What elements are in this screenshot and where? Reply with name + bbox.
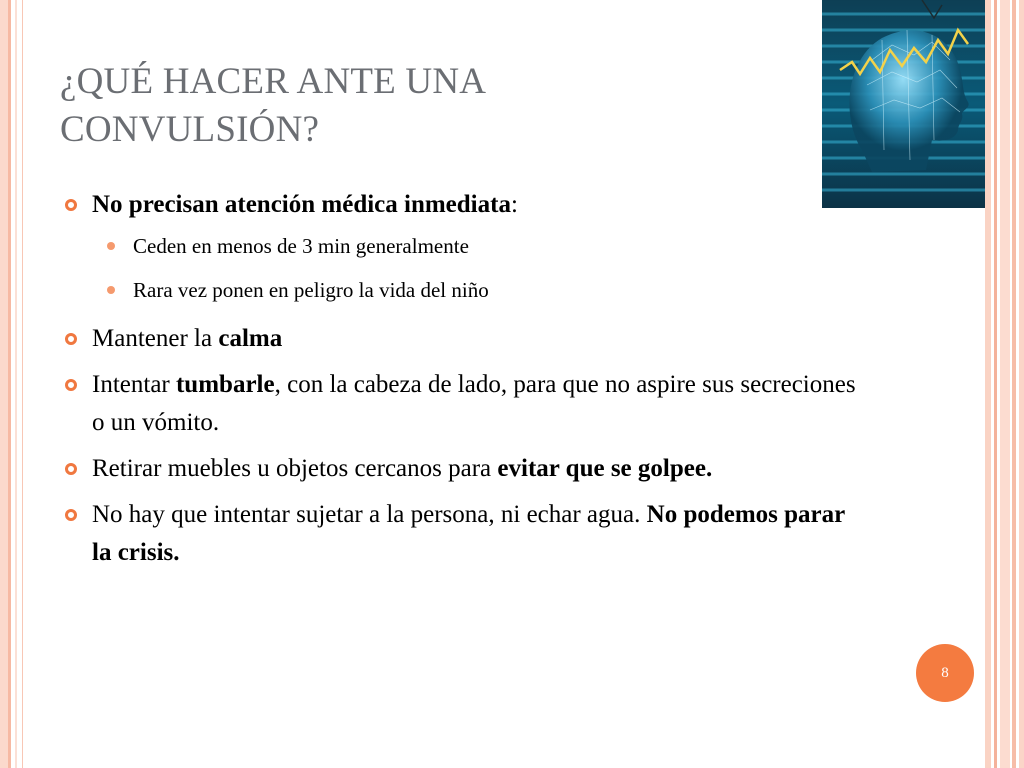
bullet-bold-text: No precisan atención médica inmediata: [92, 191, 511, 218]
right-stripe: [1019, 0, 1024, 768]
bullet-text: No hay que intentar sujetar a la persona, ni echar agua.: [92, 501, 647, 528]
left-stripe: [22, 0, 23, 768]
sub-bullet-item: [62, 232, 862, 260]
bullet-item: [62, 186, 862, 224]
bullet-item: [62, 496, 862, 572]
bullet-ring-icon: [65, 463, 77, 475]
bullet-ring-icon: [65, 379, 77, 391]
right-stripe: [994, 0, 997, 768]
sub-bullet-text: Rara vez ponen en peligro la vida del niño: [133, 278, 489, 302]
right-stripe: [1000, 0, 1010, 768]
brain-head-icon: [822, 0, 985, 208]
bullet-item: [62, 320, 862, 358]
bullet-bold-text: tumbarle: [175, 371, 275, 398]
bullet-bold-text: calma: [218, 325, 283, 352]
left-stripe: [0, 0, 8, 768]
page-number-badge: 8: [916, 644, 974, 702]
bullet-dot-icon: [107, 286, 115, 294]
bullet-dot-icon: [107, 242, 115, 250]
slide-title: [60, 58, 800, 154]
sub-bullet-text: Ceden en menos de 3 min generalmente: [133, 234, 469, 258]
left-stripe: [15, 0, 17, 768]
bullet-item: [62, 450, 862, 488]
right-stripe: [985, 0, 991, 768]
bullet-text: Retirar muebles u objetos cercanos para: [92, 455, 498, 482]
bullet-text: Intentar: [92, 371, 176, 398]
left-stripe: [8, 0, 11, 768]
bullet-ring-icon: [65, 333, 77, 345]
bullet-text: Mantener la: [92, 325, 219, 352]
bullet-text: , con la cabeza de lado, para que no aspire sus secreciones o un vómito.: [92, 371, 856, 436]
bullet-ring-icon: [65, 199, 77, 211]
right-stripe: [1012, 0, 1016, 768]
bullet-bold-text: No podemos parar la crisis.: [92, 501, 845, 566]
bullet-text: :: [510, 191, 518, 218]
sub-bullet-item: [62, 276, 862, 304]
bullet-ring-icon: [65, 509, 77, 521]
slide-body: [62, 186, 862, 580]
bullet-bold-text: evitar que se golpee.: [497, 455, 713, 482]
bullet-item: [62, 366, 862, 442]
title-line-2: CONVULSIÓN?: [60, 109, 320, 150]
title-line-1: ¿QUÉ HACER ANTE UNA: [60, 61, 487, 102]
